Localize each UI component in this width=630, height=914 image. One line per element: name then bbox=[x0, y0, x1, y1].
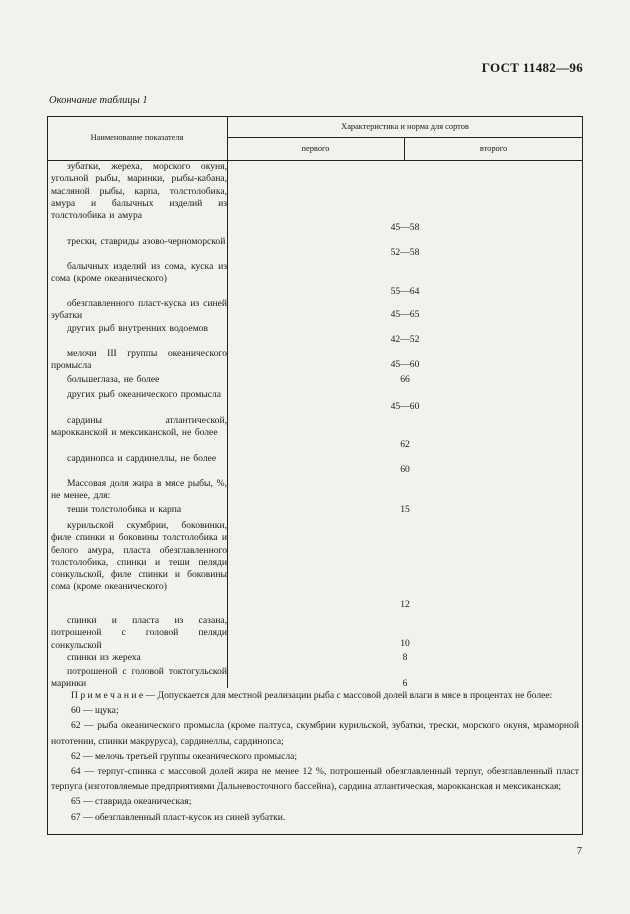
note-item: 62 — рыба океанического промысла (кроме палтуса, скумбрии курильской, зубатки, трески, морского окуня, мраморной нототении, спинки макруруса), сардинеллы, сардинопса; bbox=[51, 720, 579, 747]
row-value: 10 bbox=[400, 638, 410, 649]
row-name: обезглавленного пласт-куска из синей зубатки bbox=[51, 298, 227, 322]
row-value: 45—60 bbox=[390, 401, 420, 412]
row-name: балычных изделий из сома, куска из сома (кроме океанического) bbox=[51, 261, 227, 285]
note-item: 62 — мелочь третьей группы океанического промысла; bbox=[71, 750, 298, 762]
row-value: 66 bbox=[400, 374, 410, 385]
note-item: 64 — терпуг-спинка с массовой долей жира не менее 12 %, потрошеный обезглавленный терпуг, обезглавленный пласт терпуга (изготовляемые предприятиями Дальневосточного бассейна), сардина атлантическая, марокканская и мексиканская; bbox=[51, 766, 579, 793]
table-bottom-border bbox=[47, 834, 583, 835]
row-name: потрошеной с головой токтогульской маринки bbox=[51, 666, 227, 690]
header-mid-border bbox=[227, 137, 583, 138]
header-second-grade: второго bbox=[479, 144, 508, 153]
row-name: других рыб внутренних водоемов bbox=[67, 323, 208, 334]
row-name: курильской скумбрии, боковинки, филе спинки и боковины толстолобика и белого амура, пласта обезглавленного толстолобика, спинки и теши пеляди сонкульской, филе спинки и боковины сома (кроме океанического) bbox=[51, 520, 227, 593]
header-characteristic: Характеристика и норма для сортов bbox=[341, 122, 469, 131]
table-note bbox=[47, 688, 583, 825]
row-name: зубатки, жереха, морского окуня, угольной рыбы, маринки, рыбы-кабана, масляной рыбы, карпа, толстолобика, амура и балычных изделий из толстолобика и амура bbox=[51, 161, 227, 222]
row-value: 45—58 bbox=[390, 222, 420, 233]
row-value: 55—64 bbox=[390, 286, 420, 297]
row-name: спинки из жереха bbox=[67, 652, 141, 663]
row-name: сардины атлантической, марокканской и мексиканской, не более bbox=[51, 415, 227, 439]
note-item: 60 — щука; bbox=[71, 705, 119, 717]
row-name: большеглаза, не более bbox=[67, 374, 160, 385]
row-name: сардинопса и сардинеллы, не более bbox=[67, 453, 217, 464]
row-name: трески, ставриды азово-черноморской bbox=[67, 236, 226, 247]
document-code: ГОСТ 11482—96 bbox=[481, 60, 583, 75]
row-name: Массовая доля жира в мясе рыбы, %, не менее, для: bbox=[51, 478, 227, 502]
header-indicator: Наименование показателя bbox=[90, 133, 184, 142]
table-top-border bbox=[47, 116, 583, 117]
note-item: 65 — ставрида океаническая; bbox=[71, 796, 192, 808]
row-value: 15 bbox=[400, 504, 410, 515]
header-first-grade: первого bbox=[301, 144, 330, 153]
row-value: 45—60 bbox=[390, 359, 420, 370]
row-value: 6 bbox=[402, 678, 408, 689]
row-name: мелочи III группы океанического промысла bbox=[51, 348, 227, 372]
note-label: Примечание bbox=[71, 690, 146, 701]
table-caption: Окончание таблицы 1 bbox=[49, 95, 148, 106]
row-value: 12 bbox=[400, 599, 410, 610]
row-name: других рыб океанического промысла bbox=[67, 389, 222, 400]
row-value: 60 bbox=[400, 464, 410, 475]
row-value: 52—58 bbox=[390, 247, 420, 258]
row-name: теши толстолобика и карпа bbox=[67, 504, 182, 515]
note-item: 67 — обезглавленный пласт-кусок из синей зубатки. bbox=[71, 811, 286, 823]
row-value: 42—52 bbox=[390, 334, 420, 345]
page-number: 7 bbox=[576, 846, 582, 857]
row-value: 62 bbox=[400, 439, 410, 450]
row-value: 45—65 bbox=[390, 309, 420, 320]
note-intro: Примечание— Допускается для местной реализации рыба с массовой долей влаги в мясе в процентах не более: bbox=[71, 690, 553, 701]
row-name: спинки и пласта из сазана, потрошеной с головой пеляди сонкульской bbox=[51, 615, 227, 651]
row-value: 8 bbox=[402, 652, 408, 663]
